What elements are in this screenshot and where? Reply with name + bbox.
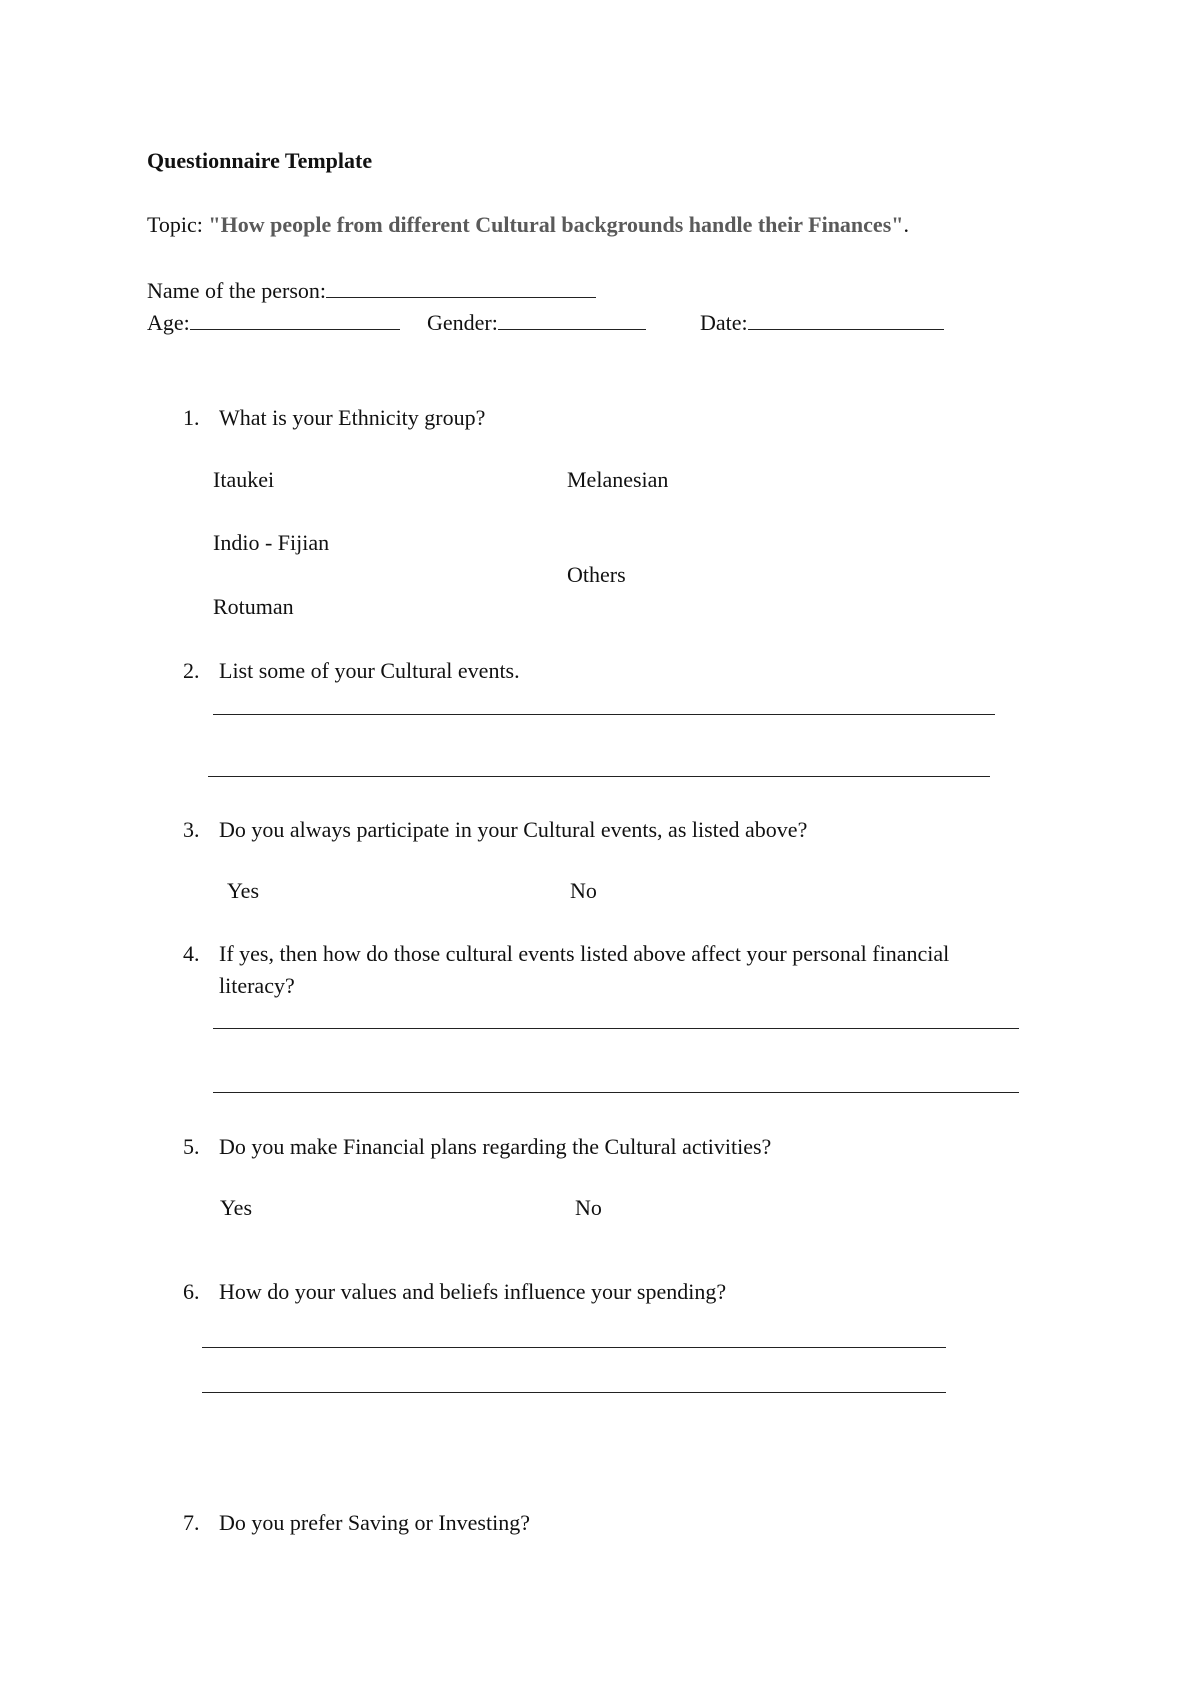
topic-prefix: Topic: [147,212,209,237]
question-7-number: 7. [183,1510,200,1535]
question-4-text: If yes, then how do those cultural events listed above affect your personal financial [219,941,950,966]
topic-line [147,211,909,239]
q1-option-indio-fijian[interactable]: Indio - Fijian [213,530,330,555]
question-4-number: 4. [183,941,200,966]
gender-blank[interactable] [498,307,646,330]
date-label: Date: [700,310,748,335]
q2-answer-line-2[interactable] [208,776,990,777]
topic-suffix: . [903,212,909,237]
document-title: Questionnaire Template [147,148,373,173]
age-blank[interactable] [190,307,400,330]
question-2-text: List some of your Cultural events. [219,658,520,683]
q3-option-yes[interactable]: Yes [227,878,260,903]
name-field-row [147,275,596,305]
q1-option-rotuman[interactable]: Rotuman [213,594,294,619]
q6-answer-line-2[interactable] [202,1392,946,1393]
question-7-text: Do you prefer Saving or Investing? [219,1510,530,1535]
q5-option-yes[interactable]: Yes [220,1195,253,1220]
question-5-text: Do you make Financial plans regarding the Cultural activities? [219,1134,772,1159]
question-6-number: 6. [183,1279,200,1304]
q5-option-no[interactable]: No [575,1195,602,1220]
question-1-text: What is your Ethnicity group? [219,405,486,430]
q1-option-others[interactable]: Others [567,562,626,587]
q4-answer-line-2[interactable] [213,1092,1019,1093]
question-1-number: 1. [183,405,200,430]
topic-text: "How people from different Cultural backgrounds handle their Finances" [208,212,904,237]
q1-option-melanesian[interactable]: Melanesian [567,467,669,492]
q4-answer-line-1[interactable] [213,1028,1019,1029]
gender-field-row [427,307,646,337]
gender-label: Gender: [427,310,498,335]
age-field-row [147,307,400,337]
question-5-number: 5. [183,1134,200,1159]
q2-answer-line-1[interactable] [213,714,995,715]
question-2-number: 2. [183,658,200,683]
q6-answer-line-1[interactable] [202,1347,946,1348]
question-6-text: How do your values and beliefs influence your spending? [219,1279,727,1304]
date-field-row [700,307,944,337]
date-blank[interactable] [748,307,944,330]
question-3-text: Do you always participate in your Cultural events, as listed above? [219,817,808,842]
age-label: Age: [147,310,190,335]
question-4-text-cont: literacy? [219,973,295,998]
name-label: Name of the person: [147,278,326,303]
q3-option-no[interactable]: No [570,878,597,903]
question-3-number: 3. [183,817,200,842]
name-blank[interactable] [326,275,596,298]
q1-option-itaukei[interactable]: Itaukei [213,467,275,492]
